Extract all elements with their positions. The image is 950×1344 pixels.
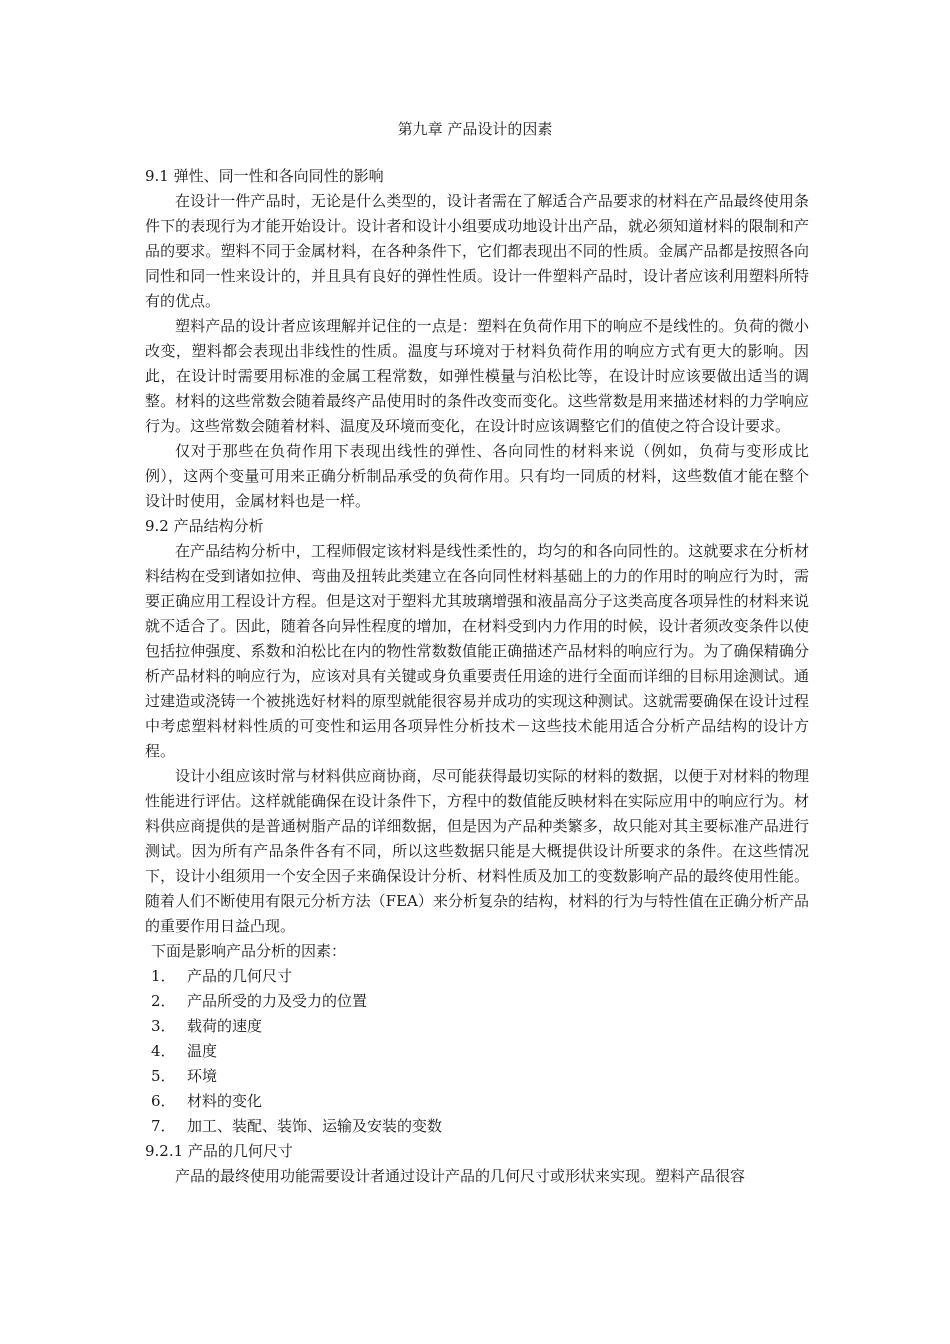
list-item bbox=[145, 1064, 809, 1089]
paragraph: 设计小组应该时常与材料供应商协商，尽可能获得最切实际的材料的数据，以便于对材料的物理性能进行评估。这样就能确保在设计条件下，方程中的数值能反映材料在实际应用中的响应行为。材料供应商提供的是普通树脂产品的详细数据，但是因为产品种类繁多，故只能对其主要标准产品进行测试。因为所有产品条件各有不同，所以这些数据只能是大概提供设计所要求的条件。在这些情况下，设计小组须用一个安全因子来确保设计分析、材料性质及加工的变数影响产品的最终使用性能。随着人们不断使用有限元分析方法（FEA）来分析复杂的结构，材料的行为与特性值在正确分析产品的重要作用日益凸现。 bbox=[145, 767, 809, 935]
factor-list-intro: 下面是影响产品分析的因素： bbox=[151, 942, 347, 960]
paragraph: 塑料产品的设计者应该理解并记住的一点是：塑料在负荷作用下的响应不是线性的。负荷的微小改变，塑料都会表现出非线性的性质。温度与环境对于材料负荷作用的响应方式有更大的影响。因此，在设计时需要用标准的金属工程常数，如弹性模量与泊松比等，在设计时应该要做出适当的调整。材料的这些常数会随着最终产品使用时的条件改变而变化。这些常数是用来描述材料的力学响应行为。这些常数会随着材料、温度及环境而变化，在设计时应该调整它们的值使之符合设计要求。 bbox=[145, 317, 809, 435]
list-item bbox=[145, 964, 809, 989]
paragraph: 仅对于那些在负荷作用下表现出线性的弹性、各向同性的材料来说（例如，负荷与变形成比例），这两个变量可用来正确分析制品承受的负荷作用。只有均一同质的材料，这些数值才能在整个设计时使用，金属材料也是一样。 bbox=[145, 442, 809, 510]
list-number: 2． bbox=[151, 992, 176, 1010]
list-item-text: 材料的变化 bbox=[187, 1092, 263, 1110]
list-item-text: 产品的几何尺寸 bbox=[187, 967, 293, 985]
list-number: 3． bbox=[151, 1017, 176, 1035]
chapter-title: 第九章 产品设计的因素 bbox=[397, 120, 553, 138]
list-item-text: 温度 bbox=[187, 1042, 218, 1060]
list-item-text: 载荷的速度 bbox=[187, 1017, 263, 1035]
section-heading-9-2-1: 9.2.1 产品的几何尺寸 bbox=[145, 1142, 293, 1160]
list-number: 1． bbox=[151, 967, 176, 985]
section-heading-9-1: 9.1 弹性、同一性和各向同性的影响 bbox=[145, 167, 384, 185]
paragraph: 在设计一件产品时，无论是什么类型的，设计者需在了解适合产品要求的材料在产品最终使用条件下的表现行为才能开始设计。设计者和设计小组要成功地设计出产品，就必须知道材料的限制和产品的要求。塑料不同于金属材料，在各种条件下，它们都表现出不同的性质。金属产品都是按照各向同性和同一性来设计的，并且具有良好的弹性性质。设计一件塑料产品时，设计者应该利用塑料所特有的优点。 bbox=[145, 192, 809, 310]
list-item bbox=[145, 1039, 809, 1064]
list-item-text: 产品所受的力及受力的位置 bbox=[187, 992, 368, 1010]
list-number: 6． bbox=[151, 1092, 176, 1110]
list-number: 4． bbox=[151, 1042, 176, 1060]
list-number: 7． bbox=[151, 1117, 176, 1135]
paragraph: 在产品结构分析中，工程师假定该材料是线性柔性的，均匀的和各向同性的。这就要求在分析材料结构在受到诸如拉伸、弯曲及扭转此类建立在各向同性材料基础上的力的作用时的响应行为时，需要正确应用工程设计方程。但是这对于塑料尤其玻璃增强和液晶高分子这类高度各项异性的材料来说就不适合了。因此，随着各向异性程度的增加，在材料受到内力作用的时候，设计者须改变条件以使包括拉伸强度、系数和泊松比在内的物性常数数值能正确描述产品材料的响应行为。为了确保精确分析产品材料的响应行为，应该对具有关键或身负重要责任用途的进行全面而详细的目标用途测试。通过建造或浇铸一个被挑选好材料的原型就能很容易并成功的实现这种测试。这就需要确保在设计过程中考虑塑料材料性质的可变性和运用各项异性分析技术－这些技术能用适合分析产品结构的设计方程。 bbox=[145, 542, 809, 760]
list-item bbox=[145, 989, 809, 1014]
section-heading-9-2: 9.2 产品结构分析 bbox=[145, 517, 264, 535]
paragraph: 产品的最终使用功能需要设计者通过设计产品的几何尺寸或形状来实现。塑料产品很容 bbox=[175, 1167, 746, 1185]
list-item bbox=[145, 1014, 809, 1039]
list-item-text: 加工、装配、装饰、运输及安装的变数 bbox=[187, 1117, 443, 1135]
factor-list bbox=[145, 964, 809, 1139]
list-item bbox=[145, 1089, 809, 1114]
list-item bbox=[145, 1114, 809, 1139]
list-number: 5． bbox=[151, 1067, 176, 1085]
list-item-text: 环境 bbox=[187, 1067, 218, 1085]
document-body bbox=[145, 164, 809, 1189]
